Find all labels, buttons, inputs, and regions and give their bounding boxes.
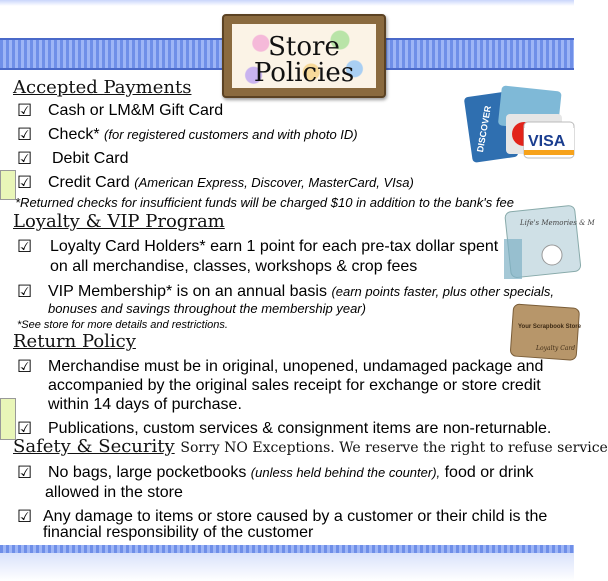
loyalty-heading: [13, 212, 225, 232]
payment-label: Check*: [48, 126, 100, 143]
returned-checks-footnote: *Returned checks for insufficient funds will be charged $10 in addition to the bank's fee: [15, 195, 514, 210]
vip-note1: (earn points faster, plus other specials,: [331, 284, 554, 299]
safety-bags-text: [48, 464, 534, 482]
checkbox-icon: ☑: [17, 282, 33, 302]
vip-text: [48, 283, 554, 301]
checkbox-icon: ☑: [17, 125, 33, 145]
return-heading: [13, 332, 136, 352]
vip-note2: bonuses and savings throughout the membership year): [48, 301, 366, 316]
safety-damage-line2: financial responsibility of the customer: [43, 524, 314, 541]
safety-title: Safety & Security: [13, 436, 175, 457]
footer-ribbon: [0, 545, 574, 553]
payment-note: (American Express, Discover, MasterCard, VIsa): [134, 175, 414, 190]
loyalty-card-brand: Life's Memories & M: [520, 219, 595, 227]
checkbox-icon: ☑: [17, 237, 33, 257]
vip-line1: VIP Membership* is on an annual basis: [48, 283, 327, 300]
checkbox-icon: ☑: [17, 419, 33, 439]
loyalty-footnote: *See store for more details and restrictions.: [17, 319, 228, 331]
payment-label: Debit Card: [52, 150, 129, 167]
sign-title-line1: Store: [268, 32, 340, 62]
vip-card-label: Loyalty Card: [536, 345, 576, 352]
safety-damage-line1: Any damage to items or store caused by a customer or their child is the: [43, 508, 548, 525]
return-title: Return Policy: [13, 331, 136, 352]
payment-text: [48, 126, 358, 144]
safety-bags-note: (unless held behind the counter),: [250, 465, 441, 480]
loyalty-line2: on all merchandise, classes, workshops & crop fees: [50, 258, 418, 275]
accepted-payments-heading: [13, 78, 191, 98]
return-publications-text: Publications, custom services & consignment items are non-returnable.: [48, 420, 552, 437]
payment-label: Cash or LM&M Gift Card: [48, 102, 224, 119]
safety-heading: [13, 437, 608, 458]
sign-title-line2: Policies: [253, 58, 355, 88]
checkbox-icon: ☑: [17, 463, 33, 483]
checkbox-icon: ☑: [17, 101, 33, 121]
loyalty-line1: Loyalty Card Holders* earn 1 point for each pre-tax dollar spent: [50, 238, 499, 255]
checkbox-icon: ☑: [17, 173, 33, 193]
safety-bags-line2: allowed in the store: [45, 484, 183, 501]
return-line1: Merchandise must be in original, unopened, undamaged package and: [48, 358, 544, 375]
vip-card-subtitle: Your Scrapbook Store: [518, 324, 581, 330]
payment-label: Credit Card: [48, 174, 130, 191]
checkbox-icon: ☑: [17, 149, 33, 169]
loyalty-title: Loyalty & VIP Program: [13, 211, 225, 232]
payment-text: [48, 174, 414, 192]
safety-bags-tail: food or drink: [444, 464, 534, 481]
safety-note: Sorry NO Exceptions. We reserve the right to refuse service: [180, 440, 608, 456]
return-line2: accompanied by the original sales receipt for exchange or store credit: [48, 377, 541, 394]
footer-gradient: [0, 553, 574, 581]
checkbox-icon: ☑: [17, 357, 33, 377]
payment-note: (for registered customers and with photo ID): [104, 127, 358, 142]
discover-label: DISCOVER: [475, 104, 494, 153]
accepted-payments-title: Accepted Payments: [13, 77, 192, 98]
visa-label: VISA: [528, 133, 566, 150]
checkbox-icon: ☑: [17, 507, 33, 527]
safety-bags-line1: No bags, large pocketbooks: [48, 464, 247, 481]
return-line3: within 14 days of purchase.: [48, 396, 242, 413]
